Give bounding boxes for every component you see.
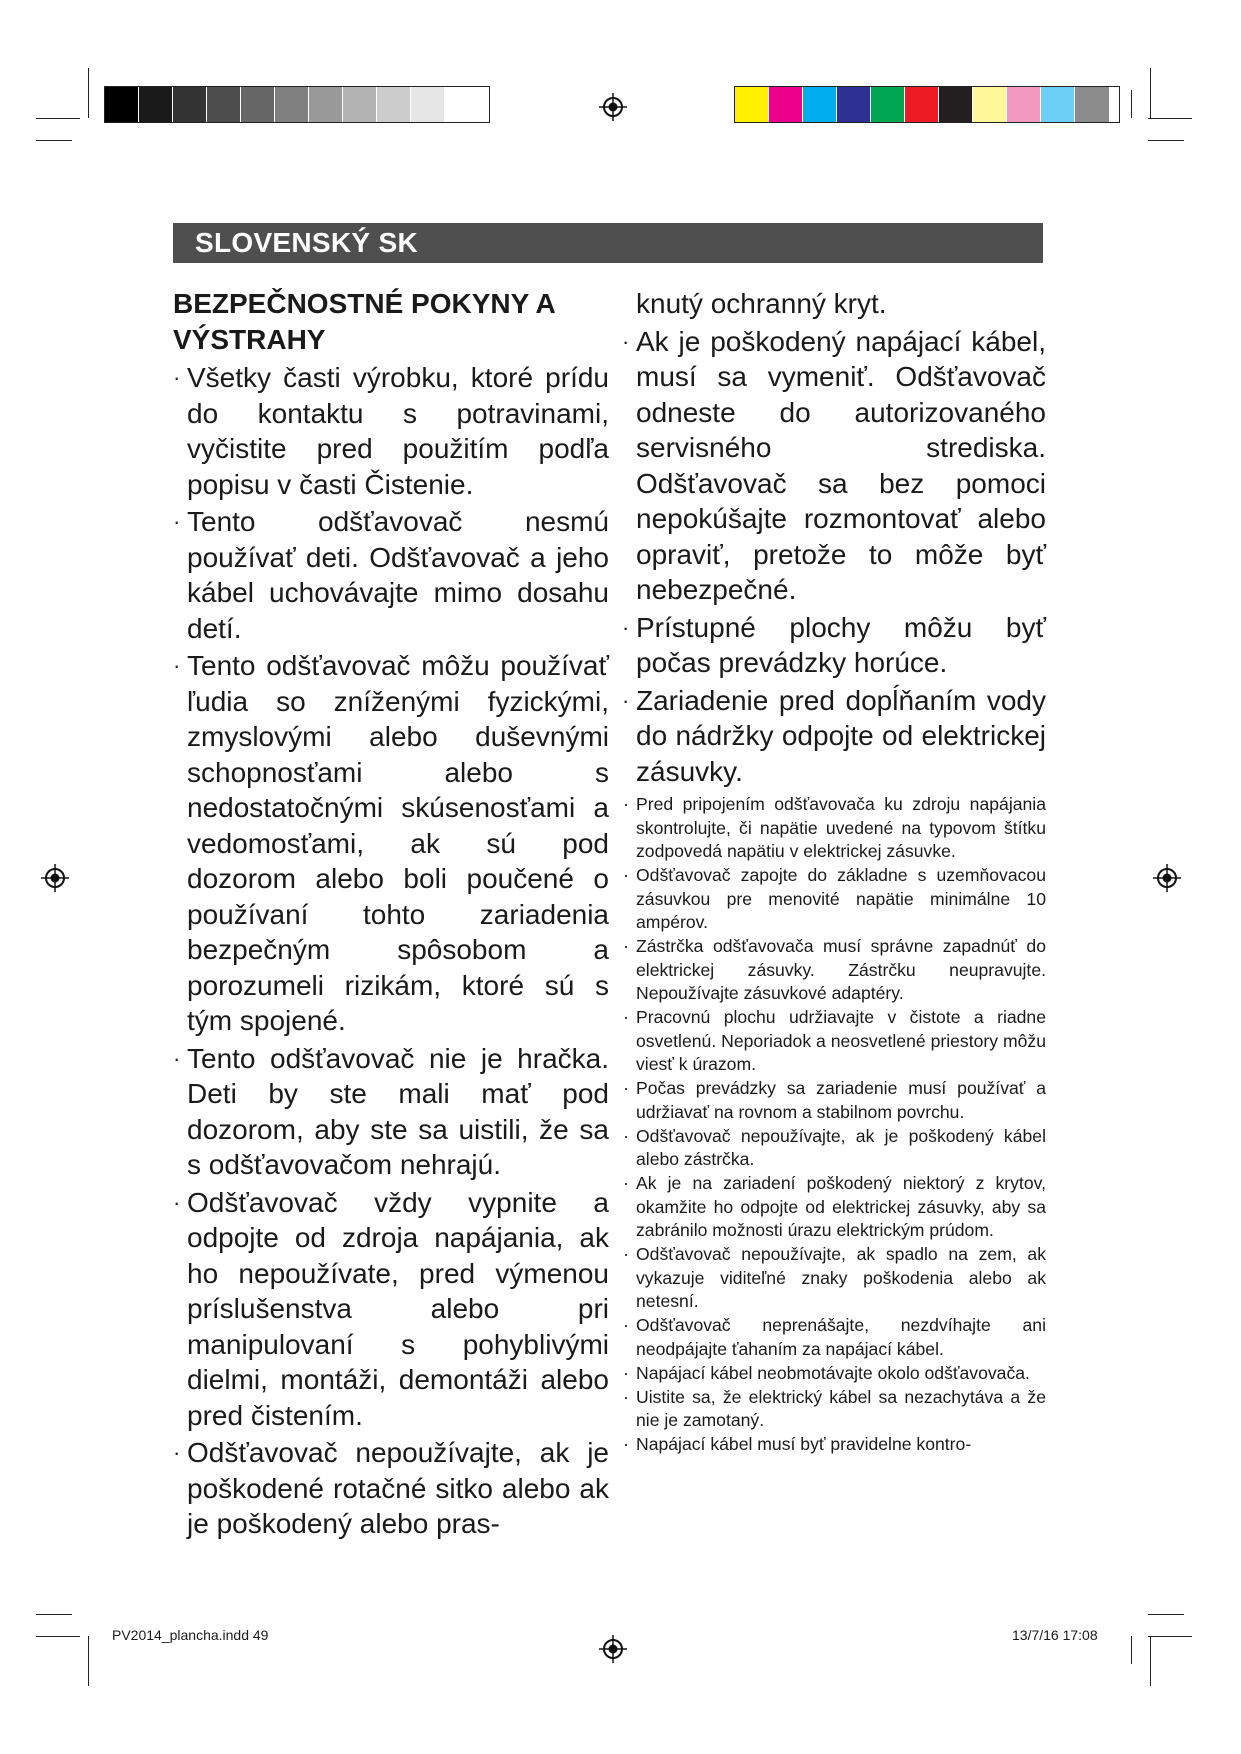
safety-list-small bbox=[622, 793, 1046, 1457]
crop-mark bbox=[1148, 1614, 1184, 1615]
registration-mark-icon bbox=[1152, 863, 1182, 893]
list-item: · Počas prevádzky sa zariadenie musí používať a udržiavať na rovnom a stabilnom povrchu. bbox=[622, 1077, 1046, 1124]
color-swatch bbox=[275, 87, 309, 122]
list-item: · Tento odšťavovač nesmú používať deti. Odšťavovač a jeho kábel uchovávajte mimo dosahu detí. bbox=[173, 504, 609, 646]
list-item: · Napájací kábel neobmotávajte okolo odšťavovača. bbox=[622, 1362, 1046, 1386]
crop-mark bbox=[36, 1636, 80, 1637]
color-swatch bbox=[445, 87, 479, 122]
list-item: · Odšťavovač neprenášajte, nezdvíhajte ani neodpájajte ťahaním za napájací kábel. bbox=[622, 1314, 1046, 1361]
list-item: · Odšťavovač nepoužívajte, ak je poškodený kábel alebo zástrčka. bbox=[622, 1125, 1046, 1172]
list-item: · Napájací kábel musí byť pravidelne kontro- bbox=[622, 1433, 1046, 1457]
list-item: · Pred pripojením odšťavovača ku zdroju napájania skontrolujte, či napätie uvedené na typovom štítku zodpovedá napätiu v elektrickej zásuvke. bbox=[622, 793, 1046, 864]
color-swatch bbox=[207, 87, 241, 122]
color-swatch bbox=[769, 87, 803, 122]
crop-mark bbox=[1148, 118, 1192, 119]
safety-list bbox=[173, 360, 609, 1542]
list-item: · Zariadenie pred dopĺňaním vody do nádržky odpojte od elektrickej zásuvky. bbox=[622, 683, 1046, 790]
section-heading: BEZPEČNOSTNÉ POKYNY A VÝSTRAHY bbox=[173, 288, 555, 355]
grayscale-color-bar bbox=[104, 86, 490, 123]
list-item: · Pracovnú plochu udržiavajte v čistote a riadne osvetlenú. Neporiadok a neosvetlené priestory môžu viesť k úrazom. bbox=[622, 1006, 1046, 1077]
list-item: · Tento odšťavovač môžu používať ľudia so zníženými fyzickými, zmyslovými alebo duševnými schopnosťami alebo s nedostatočnými skúsenosťami a vedomosťami, ak sú pod dozorom alebo boli poučené o používaní tohto zariadenia bezpečným spôsobom a porozumeli rizikám, ktoré sú s tým spojené. bbox=[173, 648, 609, 1039]
crop-mark bbox=[36, 118, 80, 119]
date-slug: 13/7/16 17:08 bbox=[1012, 1627, 1098, 1643]
crop-mark bbox=[36, 1614, 72, 1615]
color-swatch bbox=[905, 87, 939, 122]
safety-list bbox=[622, 324, 1046, 790]
color-swatch bbox=[173, 87, 207, 122]
continued-text: knutý ochranný kryt. bbox=[636, 288, 887, 319]
color-swatch bbox=[803, 87, 837, 122]
color-swatch bbox=[939, 87, 973, 122]
color-swatch bbox=[411, 87, 445, 122]
list-item: · Tento odšťavovač nie je hračka. Deti by ste mali mať pod dozorom, aby ste sa uistili, že sa s odšťavovačom nehrajú. bbox=[173, 1041, 609, 1183]
color-swatch bbox=[1075, 87, 1109, 122]
color-swatch bbox=[105, 87, 139, 122]
left-column bbox=[173, 286, 609, 1544]
registration-mark-icon bbox=[598, 1634, 628, 1664]
color-swatch bbox=[837, 87, 871, 122]
list-item: · Uistite sa, že elektrický kábel sa nezachytáva a že nie je zamotaný. bbox=[622, 1386, 1046, 1433]
list-item: · Odšťavovač vždy vypnite a odpojte od zdroja napájania, ak ho nepoužívate, pred výmenou príslušenstva alebo pri manipulovaní s pohyblivými dielmi, montáži, demontáži alebo pred čistením. bbox=[173, 1185, 609, 1434]
list-item: · Ak je poškodený napájací kábel, musí sa vymeniť. Odšťavovač odneste do autorizovaného servisného strediska. Odšťavovač sa bez pomoci nepokúšajte rozmontovať alebo opraviť, pretože to môže byť nebezpečné. bbox=[622, 324, 1046, 608]
color-swatch bbox=[973, 87, 1007, 122]
registration-mark-icon bbox=[40, 863, 70, 893]
color-swatch bbox=[343, 87, 377, 122]
color-swatch bbox=[871, 87, 905, 122]
list-item: · Odšťavovač nepoužívajte, ak spadlo na zem, ak vykazuje viditeľné znaky poškodenia alebo ak netesní. bbox=[622, 1243, 1046, 1314]
color-swatch bbox=[241, 87, 275, 122]
color-swatch bbox=[139, 87, 173, 122]
crop-mark bbox=[1131, 90, 1132, 118]
list-item: · Odšťavovač nepoužívajte, ak je poškodené rotačné sitko alebo ak je poškodený alebo pras- bbox=[173, 1435, 609, 1542]
list-item: · Zástrčka odšťavovača musí správne zapadnúť do elektrickej zásuvky. Zástrčku neupravujte. Nepoužívajte zásuvkové adaptéry. bbox=[622, 935, 1046, 1006]
crop-mark bbox=[36, 140, 72, 141]
right-column bbox=[622, 286, 1046, 1457]
crop-mark bbox=[1148, 140, 1184, 141]
crop-mark bbox=[1150, 68, 1151, 118]
color-swatch bbox=[1007, 87, 1041, 122]
cmyk-color-bar bbox=[734, 86, 1120, 123]
list-item: · Ak je na zariadení poškodený niektorý z krytov, okamžite ho odpojte od elektrickej zásuvky, aby sa zabránilo možnosti úrazu elektrickým prúdom. bbox=[622, 1172, 1046, 1243]
color-swatch bbox=[1041, 87, 1075, 122]
color-swatch bbox=[735, 87, 769, 122]
list-item: · Prístupné plochy môžu byť počas prevádzky horúce. bbox=[622, 610, 1046, 681]
list-item: · Odšťavovač zapojte do základne s uzemňovacou zásuvkou pre menovité napätie minimálne 10 ampérov. bbox=[622, 864, 1046, 935]
file-slug: PV2014_plancha.indd 49 bbox=[112, 1627, 269, 1643]
color-swatch bbox=[377, 87, 411, 122]
crop-mark bbox=[1131, 1636, 1132, 1664]
list-item: · Všetky časti výrobku, ktoré prídu do kontaktu s potravinami, vyčistite pred použitím podľa popisu v časti Čistenie. bbox=[173, 360, 609, 502]
crop-mark bbox=[88, 1636, 89, 1686]
language-header-band: SLOVENSKÝ SK bbox=[173, 223, 1043, 263]
registration-mark-icon bbox=[598, 92, 628, 122]
color-swatch bbox=[309, 87, 343, 122]
crop-mark bbox=[1150, 1636, 1151, 1686]
crop-mark bbox=[1148, 1636, 1192, 1637]
crop-mark bbox=[88, 68, 89, 118]
